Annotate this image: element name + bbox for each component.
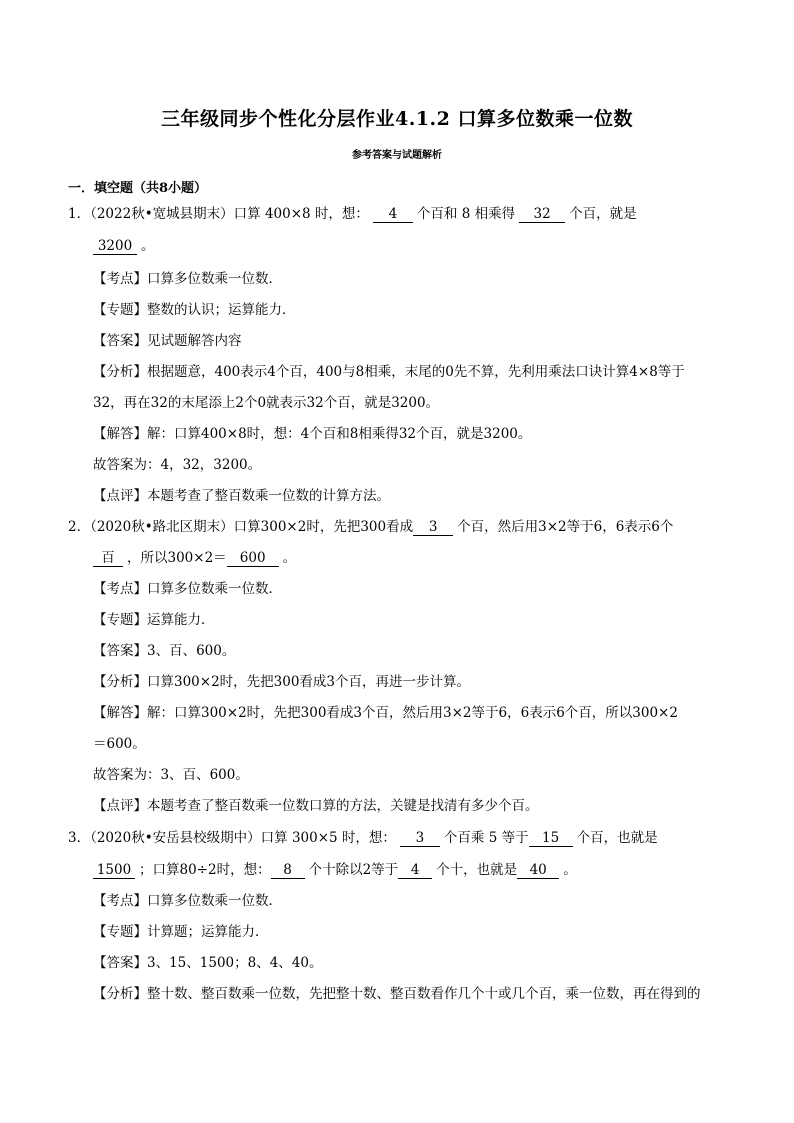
q1-fenxi [93,363,685,381]
kaodian-tag: 【考点】 [93,271,147,287]
fenxi-tag: 【分析】 [93,364,147,380]
q2-stem-b: 个百，然后用3×2等于6，6表示6个 [457,519,674,535]
daan-tag: 【答案】 [93,333,147,349]
q2-stem-line1 [68,518,673,536]
q1-daan-text: 见试题解答内容 [147,333,242,349]
q2-stem-d: 。 [282,550,297,566]
q1-zhuanti-text: 整数的认识；运算能力． [147,302,296,318]
q1-kaodian-text: 口算多位数乘一位数． [147,271,282,287]
dianping-tag: 【点评】 [93,798,147,814]
q3-stem-f: 个十，也就是 [436,862,518,878]
q3-blank-3: 1500 [93,863,135,879]
q2-daan [93,642,235,660]
q1-stem-line2 [93,237,155,255]
q3-number: 3． [68,830,91,846]
q1-stem-b: 个百和 8 相乘得 [416,206,516,222]
q3-zhuanti [93,923,269,941]
q2-stem-a: （2020秋•路北区期末）口算300×2时，先把300看成 [90,519,414,535]
q1-answer: 故答案为：4，32，3200。 [93,457,262,473]
q2-blank-2: 百 [93,551,123,567]
q2-zhuanti-text: 运算能力． [147,612,215,628]
q3-zhuanti-text: 计算题；运算能力． [147,924,269,940]
q3-stem-b: 个百乘 5 等于 [443,830,529,846]
q1-stem-a: （2022秋•宽城县期末）口算 400×8 时，想： [90,206,369,222]
q1-jieda-text: 解：口算400×8时，想：4个百和8相乘得32个百，就是3200。 [147,426,532,442]
q1-daan [93,332,242,350]
q2-zhuanti [93,611,215,629]
q2-blank-3: 600 [227,551,279,567]
jieda-tag: 【解答】 [93,426,147,442]
daan-tag: 【答案】 [93,643,147,659]
q2-dianping-text: 本题考查了整百数乘一位数口算的方法，关键是找清有多少个百。 [147,798,539,814]
page-title: 三年级同步个性化分层作业4.1.2 口算多位数乘一位数 [160,108,633,130]
q3-blank-6: 40 [517,863,559,879]
q3-kaodian-text: 口算多位数乘一位数． [147,893,282,909]
q3-stem-a: （2020秋•安岳县校级期中）口算 300×5 时，想： [90,830,396,846]
q1-stem-line1 [68,205,637,223]
daan-tag: 【答案】 [93,955,147,971]
zhuanti-tag: 【专题】 [93,924,147,940]
q1-stem-c: 个百，就是 [569,206,637,222]
q1-fenxi-line2: 32，再在32的末尾添上2个0就表示32个百，就是3200。 [93,395,440,411]
q1-kaodian [93,270,282,288]
q2-number: 2． [68,519,91,535]
page-subtitle: 参考答案与试题解析 [352,150,442,161]
q1-blank-1: 4 [373,207,413,223]
q2-stem-line2 [93,549,296,567]
q1-fenxi-text-1: 根据题意，400表示4个百，400与8相乘，末尾的0先不算，先利用乘法口诀计算4×8等于 [147,364,685,380]
q3-blank-2: 15 [529,831,573,847]
q3-blank-5: 4 [398,863,432,879]
q2-fenxi-text: 口算300×2时，先把300看成3个百，再进一步计算。 [147,674,471,690]
q3-stem-line2 [93,861,577,879]
dianping-tag: 【点评】 [93,488,147,504]
q2-stem-c: ，所以300×2＝ [127,550,227,566]
q1-dianping-text: 本题考查了整百数乘一位数的计算方法。 [147,488,390,504]
jieda-tag: 【解答】 [93,705,147,721]
q1-zhuanti [93,301,296,319]
kaodian-tag: 【考点】 [93,581,147,597]
q2-answer: 故答案为：3、百、600。 [93,767,249,783]
q2-jieda [93,704,678,722]
q2-daan-text: 3、百、600。 [147,643,236,659]
q3-kaodian [93,892,282,910]
q2-jieda-line2: ＝600。 [93,736,146,752]
q2-blank-1: 3 [413,520,453,536]
q3-fenxi [93,985,701,1003]
q3-stem-c: 个百，也就是 [576,830,658,846]
q2-fenxi [93,673,470,691]
q1-jieda [93,425,531,443]
q2-kaodian-text: 口算多位数乘一位数． [147,581,282,597]
q3-stem-g: 。 [563,862,577,878]
zhuanti-tag: 【专题】 [93,612,147,628]
q3-blank-4: 8 [271,863,305,879]
q3-fenxi-text: 整十数、整百数乘一位数，先把整十数、整百数看作几个十或几个百，乘一位数，再在得到的 [147,986,701,1002]
q3-blank-1: 3 [400,831,440,847]
q1-dianping [93,487,390,505]
q3-stem-d: ；口算80÷2时，想： [139,862,271,878]
q1-blank-3: 3200 [93,239,137,255]
section-heading: 一．填空题（共8小题） [68,181,208,196]
q3-stem-e: 个十除以2等于 [308,862,399,878]
q2-kaodian [93,580,282,598]
q3-daan-text: 3、15、1500；8、4、40。 [147,955,323,971]
fenxi-tag: 【分析】 [93,674,147,690]
q1-blank-2: 32 [519,207,565,223]
q1-number: 1． [68,206,91,222]
q3-daan [93,954,322,972]
q2-jieda-text-1: 解：口算300×2时，先把300看成3个百，然后用3×2等于6，6表示6个百，所以300×2 [147,705,678,721]
q3-stem-line1 [68,829,658,847]
zhuanti-tag: 【专题】 [93,302,147,318]
q2-dianping [93,797,539,815]
fenxi-tag: 【分析】 [93,986,147,1002]
q1-stem-d: 。 [141,238,155,254]
kaodian-tag: 【考点】 [93,893,147,909]
